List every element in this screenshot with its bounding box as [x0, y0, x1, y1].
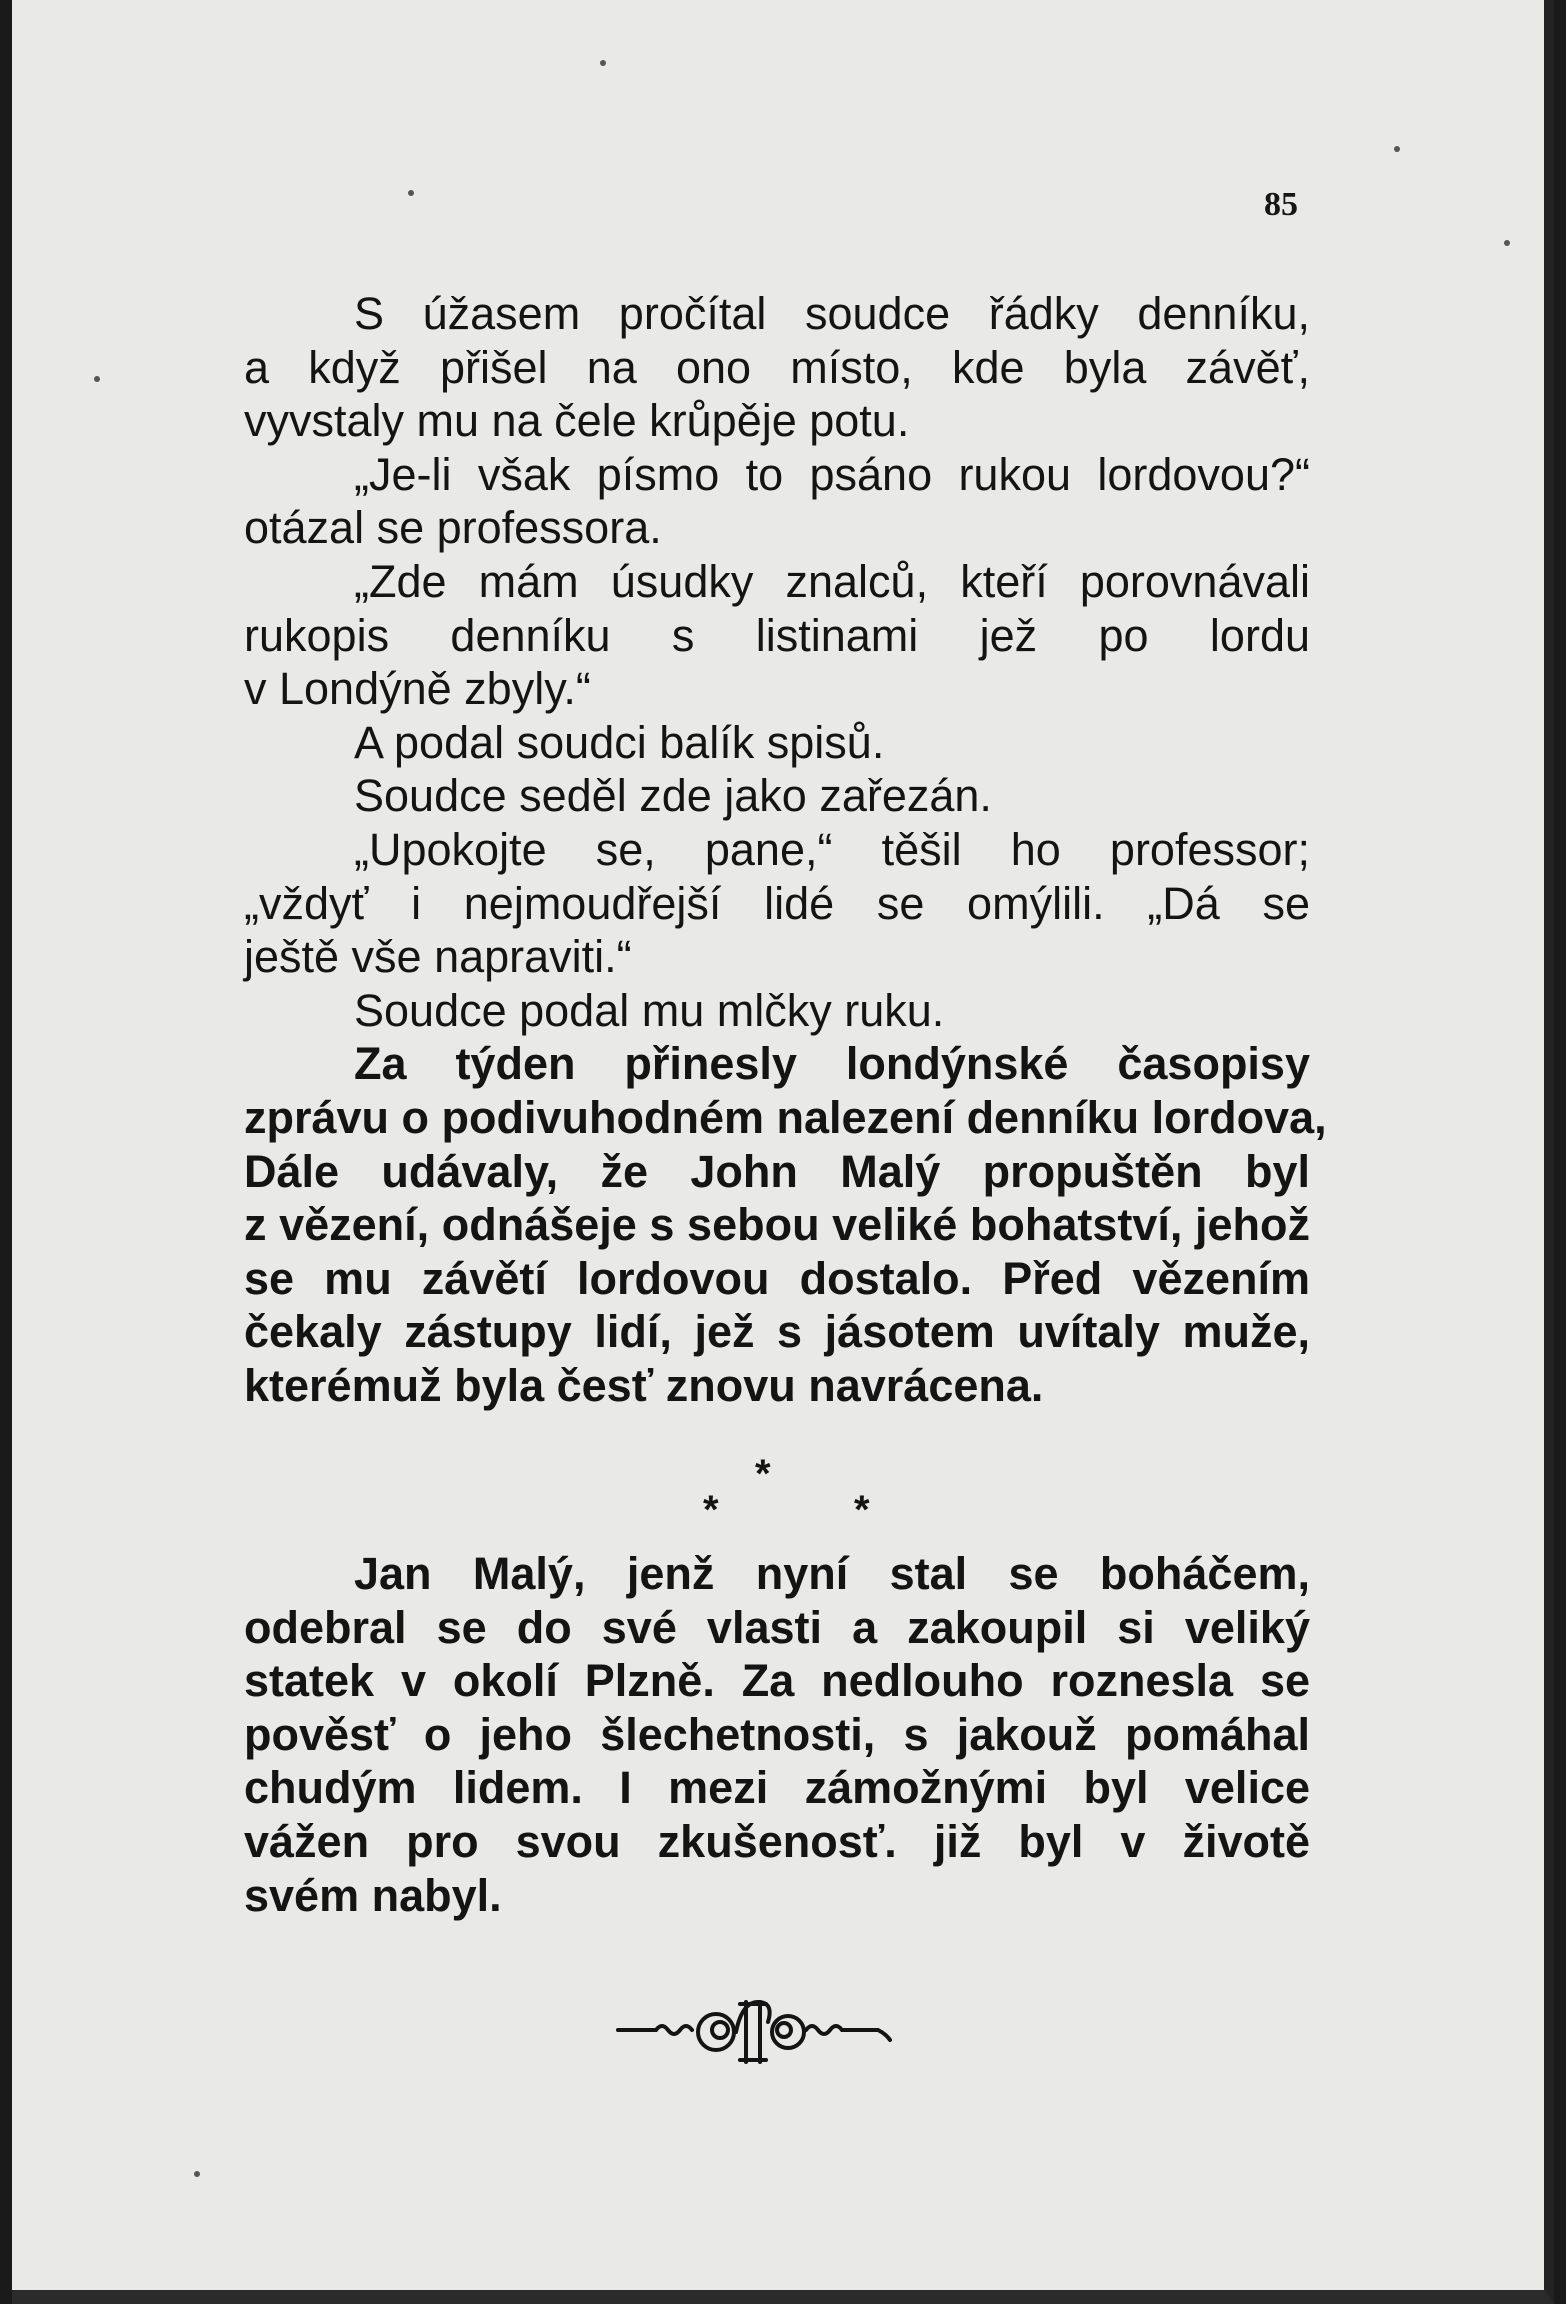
text-line: vyvstaly mu na čele krůpěje potu. — [244, 395, 910, 447]
text-line: v Londýně zbyly.“ — [244, 663, 591, 715]
text-line: se mu závětí lordovou dostalo. Před vězením — [244, 1252, 1310, 1304]
text-line: S úžasem pročítal soudce řádky denníku, — [354, 288, 1310, 339]
text-line: odebral se do své vlasti a zakoupil si veliký — [244, 1601, 1310, 1653]
flourish-ornament-icon — [616, 1990, 896, 2070]
page-number: 85 — [1264, 186, 1298, 223]
paragraph-block-1 — [244, 287, 1327, 1412]
text-line: „vždyť i nejmoudřejší lidé se omýlili. „Dá se — [244, 877, 1310, 929]
separator-star: * — [703, 1488, 719, 1532]
book-page — [12, 0, 1554, 2304]
text-line: ještě vše napraviti.“ — [244, 931, 632, 983]
separator-star: * — [854, 1488, 870, 1532]
text-line: statek v okolí Plzně. Za nedlouho roznesla se — [244, 1655, 1310, 1707]
text-line: „Zde mám úsudky znalců, kteří porovnávali — [354, 555, 1310, 607]
paper-speck — [600, 60, 606, 66]
text-line: „Je-li však písmo to psáno rukou lordovou?“ — [354, 448, 1310, 500]
paragraph-block-2 — [244, 1547, 1310, 1922]
text-line: Soudce podal mu mlčky ruku. — [354, 984, 945, 1036]
text-line: „Upokojte se, pane,“ těšil ho professor; — [354, 823, 1310, 875]
paper-speck — [94, 376, 100, 382]
separator-star: * — [755, 1452, 771, 1496]
text-line: otázal se professora. — [244, 502, 662, 554]
text-line: Jan Malý, jenž nyní stal se boháčem, — [354, 1548, 1310, 1599]
paper-speck — [1394, 146, 1400, 152]
text-line: vážen pro svou zkušenosť. již byl v životě — [244, 1815, 1310, 1867]
text-line: pověsť o jeho šlechetnosti, s jakouž pomáhal — [244, 1708, 1310, 1760]
text-line: chudým lidem. I mezi zámožnými byl velice — [244, 1762, 1310, 1814]
text-line: zprávu o podivuhodném nalezení denníku lordova, — [244, 1091, 1327, 1143]
paper-speck — [408, 190, 414, 196]
paper-speck — [194, 2171, 200, 2177]
text-line: rukopis denníku s listinami jež po lordu — [244, 609, 1310, 661]
paper-speck — [1504, 240, 1510, 246]
text-line: a když přišel na ono místo, kde byla závěť, — [244, 341, 1310, 393]
text-line: Dále udávaly, že John Malý propuštěn byl — [244, 1145, 1310, 1197]
text-line: kterémuž byla česť znovu navrácena. — [244, 1359, 1044, 1411]
text-line: svém nabyl. — [244, 1869, 502, 1921]
text-line: A podal soudci balík spisů. — [354, 716, 885, 768]
text-line: čekaly zástupy lidí, jež s jásotem uvítaly muže, — [244, 1306, 1310, 1358]
text-line: Za týden přinesly londýnské časopisy — [354, 1038, 1310, 1090]
text-line: z vězení, odnášeje s sebou veliké bohatství, jehož — [244, 1199, 1310, 1251]
text-line: Soudce seděl zde jako zařezán. — [354, 770, 992, 822]
